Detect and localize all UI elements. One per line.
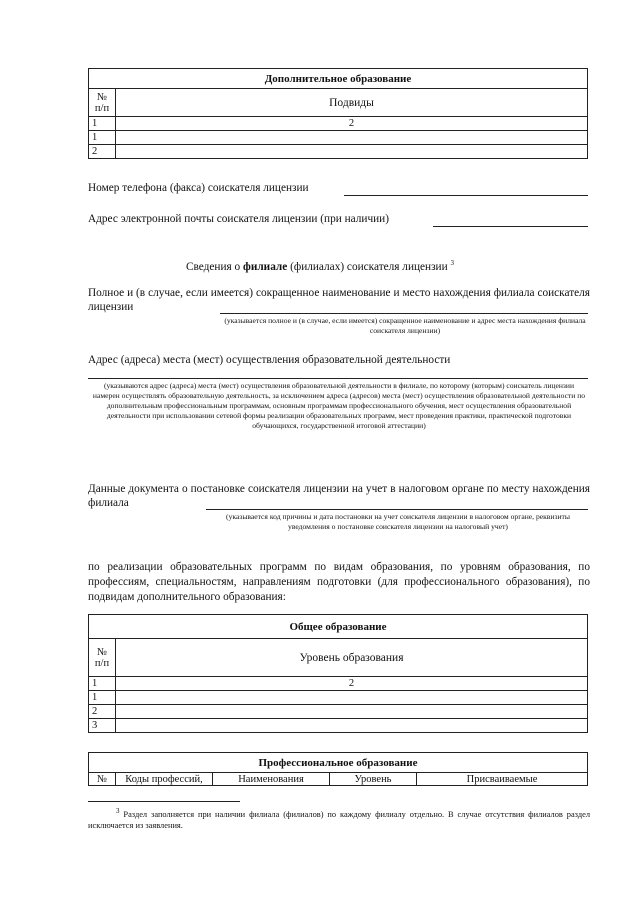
table-row-num: 1 [89,691,116,705]
table-row-num: 1 [89,117,116,131]
table-row-num: 2 [89,705,116,719]
col-subtypes-header: Подвиды [116,89,588,117]
table-row-value [116,131,588,145]
col-names-header: Наименования [213,773,330,786]
table-row-num: 1 [89,677,116,691]
branch-heading [0,256,640,274]
table-row-value: 2 [116,117,588,131]
phone-field-line[interactable] [344,195,588,196]
footnote-mark: 3 [450,259,454,267]
table-row-value: 2 [116,677,588,691]
branch-heading-prefix: Сведения о [186,260,244,273]
general-education-title: Общее образование [89,615,588,639]
professional-education-title: Профессиональное образование [89,753,588,773]
table-row-value [116,719,588,733]
tax-field-line[interactable] [206,509,588,510]
col-codes-header: Коды профессий, [116,773,213,786]
phone-label: Номер телефона (факса) соискателя лицензии [88,182,309,194]
table-row-value [116,145,588,159]
footnote-divider [88,801,240,802]
col-num-header: № п/п [89,639,116,677]
table-row-value [116,691,588,705]
address-text: Адрес (адреса) места (мест) осуществления образовательной деятельности [88,354,451,366]
col-num-header: № [89,773,116,786]
footnote [88,806,590,831]
email-field-line[interactable] [433,226,588,227]
branch-name-field-line[interactable] [220,313,588,314]
footnote-mark: 3 [116,807,120,815]
address-note: (указываются адрес (адреса) места (мест) осуществления образовательной деятельности в филиале, по которому (которым) соискатель лицензии намерен осуществлять образовательную деятельность, за исключением адреса (адресов) места (мест) осуществления образовательной деятельности по дополнительным профессиональным программам, основным программам профессионального обучения, мест осуществления образовательной деятельности при использовании сетевой формы реализации образовательных программ, мест проведения практики, практической подготовки обучающихся, государственной итоговой аттестации) [92,381,586,430]
additional-education-table [88,68,588,159]
professional-education-table [88,752,588,786]
programs-text: по реализации образовательных программ по видам образования, по уровням образования, по профессиям, специальностям, направлениям подготовки (для профессионального образования), по подвидам дополнительного образования: [88,561,590,603]
table-row-num: 1 [89,131,116,145]
address-field-line[interactable] [88,378,588,379]
col-level-header: Уровень образования [116,639,588,677]
general-education-table [88,614,588,733]
table-row-value [116,705,588,719]
table-row-num: 3 [89,719,116,733]
email-label: Адрес электронной почты соискателя лицензии (при наличии) [88,213,389,225]
branch-name-note: (указывается полное и (в случае, если имеется) сокращенное наименование и адрес места нахождения филиала соискателя лицензии) [224,316,586,335]
tax-text: Данные документа о постановке соискателя лицензии на учет в налоговом органе по месту нахождения филиала [88,483,590,509]
col-num-header: № п/п [89,89,116,117]
additional-education-title: Дополнительное образование [89,69,588,89]
branch-heading-suffix: (филиалах) соискателя лицензии [287,260,448,273]
col-level-header: Уровень [330,773,417,786]
branch-heading-bold: филиале [243,260,288,273]
footnote-text: Раздел заполняется при наличии филиала (филиалов) по каждому филиалу отдельно. В случае отсутствия филиалов раздел исключается из заявления. [88,809,590,830]
table-row-num: 2 [89,145,116,159]
branch-name-text: Полное и (в случае, если имеется) сокращенное наименование и место нахождения филиала соискателя лицензии [88,287,590,313]
tax-note: (указывается код причины и дата постановки на учет соискателя лицензии в налоговом органе, реквизиты уведомления о постановке соискателя лицензии на налоговый учет) [226,512,570,531]
col-assigned-header: Присваиваемые [417,773,588,786]
